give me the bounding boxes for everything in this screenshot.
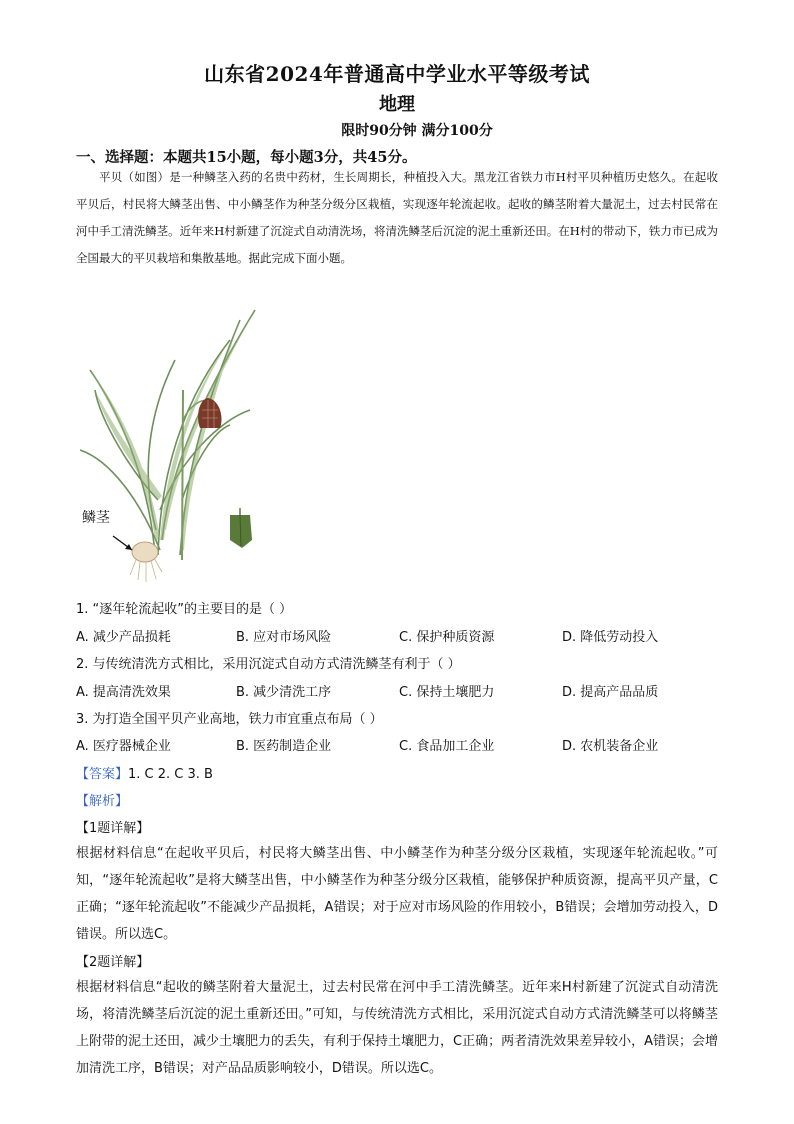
plant-illustration xyxy=(80,300,280,590)
q2-analysis-heading: 【2题详解】 xyxy=(76,955,150,970)
section-heading: 一、选择题：本题共15小题，每小题3分，共45分。 xyxy=(76,149,417,166)
q3-option-c: C. 食品加工企业 xyxy=(399,739,495,754)
page-title: 山东省2024年普通高中学业水平等级考试 xyxy=(204,62,590,86)
reading-passage xyxy=(76,164,718,272)
q3-option-a: A. 医疗器械企业 xyxy=(76,739,171,754)
q1-analysis xyxy=(76,840,718,948)
q1-option-a: A. 减少产品损耗 xyxy=(76,630,171,645)
q3-option-d: D. 农机装备企业 xyxy=(562,739,659,754)
answer-value: 1. C 2. C 3. B xyxy=(128,767,213,782)
q2-analysis xyxy=(76,974,718,1082)
q2-option-c: C. 保持土壤肥力 xyxy=(399,685,495,700)
leaf-shape xyxy=(90,370,155,555)
q1-option-c: C. 保护种质资源 xyxy=(399,630,495,645)
question-1-stem: 1. “逐年轮流起收”的主要目的是（ ） xyxy=(76,602,293,617)
q1-option-b: B. 应对市场风险 xyxy=(236,630,332,645)
subject-title: 地理 xyxy=(379,94,415,115)
bulb-label: 鳞茎 xyxy=(82,510,110,526)
question-2-stem: 2. 与传统清洗方式相比，采用沉淀式自动方式清洗鳞茎有利于（ ） xyxy=(76,657,461,672)
exam-info: 限时90分钟 满分100分 xyxy=(341,123,493,139)
question-3-stem: 3. 为打造全国平贝产业高地，铁力市宜重点布局（ ） xyxy=(76,712,383,727)
q1-analysis-heading: 【1题详解】 xyxy=(76,821,150,836)
analysis-label: 【解析】 xyxy=(76,794,129,809)
passage-text: 平贝（如图）是一种鳞茎入药的名贵中药材，生长周期长，种植投入大。黑龙江省铁力市H村平贝种植历史悠久。在起收平贝后，村民将大鳞茎出售、中小鳞茎作为种茎分级分区栽植，实现逐年轮流起收。起收的鳞茎附着大量泥土，过去村民常在河中手工清洗鳞茎。近年来H村新建了沉淀式自动清洗场，将清洗鳞茎后沉淀的泥土重新还田。在H村的带动下，铁力市已成为全国最大的平贝栽培和集散基地。据此完成下面小题。 xyxy=(76,170,718,265)
q2-option-b: B. 减少清洗工序 xyxy=(236,685,332,700)
q3-option-b: B. 医药制造企业 xyxy=(236,739,332,754)
q1-option-d: D. 降低劳动投入 xyxy=(562,630,659,645)
q2-analysis-text: 根据材料信息“起收的鳞茎附着大量泥土，过去村民常在河中手工清洗鳞茎。近年来H村新建了沉淀式自动清洗场，将清洗鳞茎后沉淀的泥土重新还田。”可知，与传统清洗方式相比，采用沉淀式自动方式清洗鳞茎可以将鳞茎上附带的泥土还田，减少土壤肥力的丢失，有利于保持土壤肥力，C正确；两者清洗效果差异较小，A错误；会增加清洗工序，B错误；对产品品质影响较小，D错误。所以选C。 xyxy=(76,980,718,1076)
q2-option-d: D. 提高产品品质 xyxy=(562,685,659,700)
answer-label: 【答案】 xyxy=(76,767,129,782)
flower-shape xyxy=(198,398,221,428)
q2-option-a: A. 提高清洗效果 xyxy=(76,685,171,700)
plant-drawing xyxy=(80,300,280,590)
answer-line xyxy=(76,763,213,782)
q1-analysis-text: 根据材料信息“在起收平贝后，村民将大鳞茎出售、中小鳞茎作为种茎分级分区栽植，实现逐年轮流起收。”可知，“逐年轮流起收”是将大鳞茎出售，中小鳞茎作为种茎分级分区栽植，能够保护种质资源，提高平贝产量，C正确；“逐年轮流起收”不能减少产品损耗，A错误；对于应对市场风险的作用较小，B错误；会增加劳动投入，D错误。所以选C。 xyxy=(76,846,718,942)
